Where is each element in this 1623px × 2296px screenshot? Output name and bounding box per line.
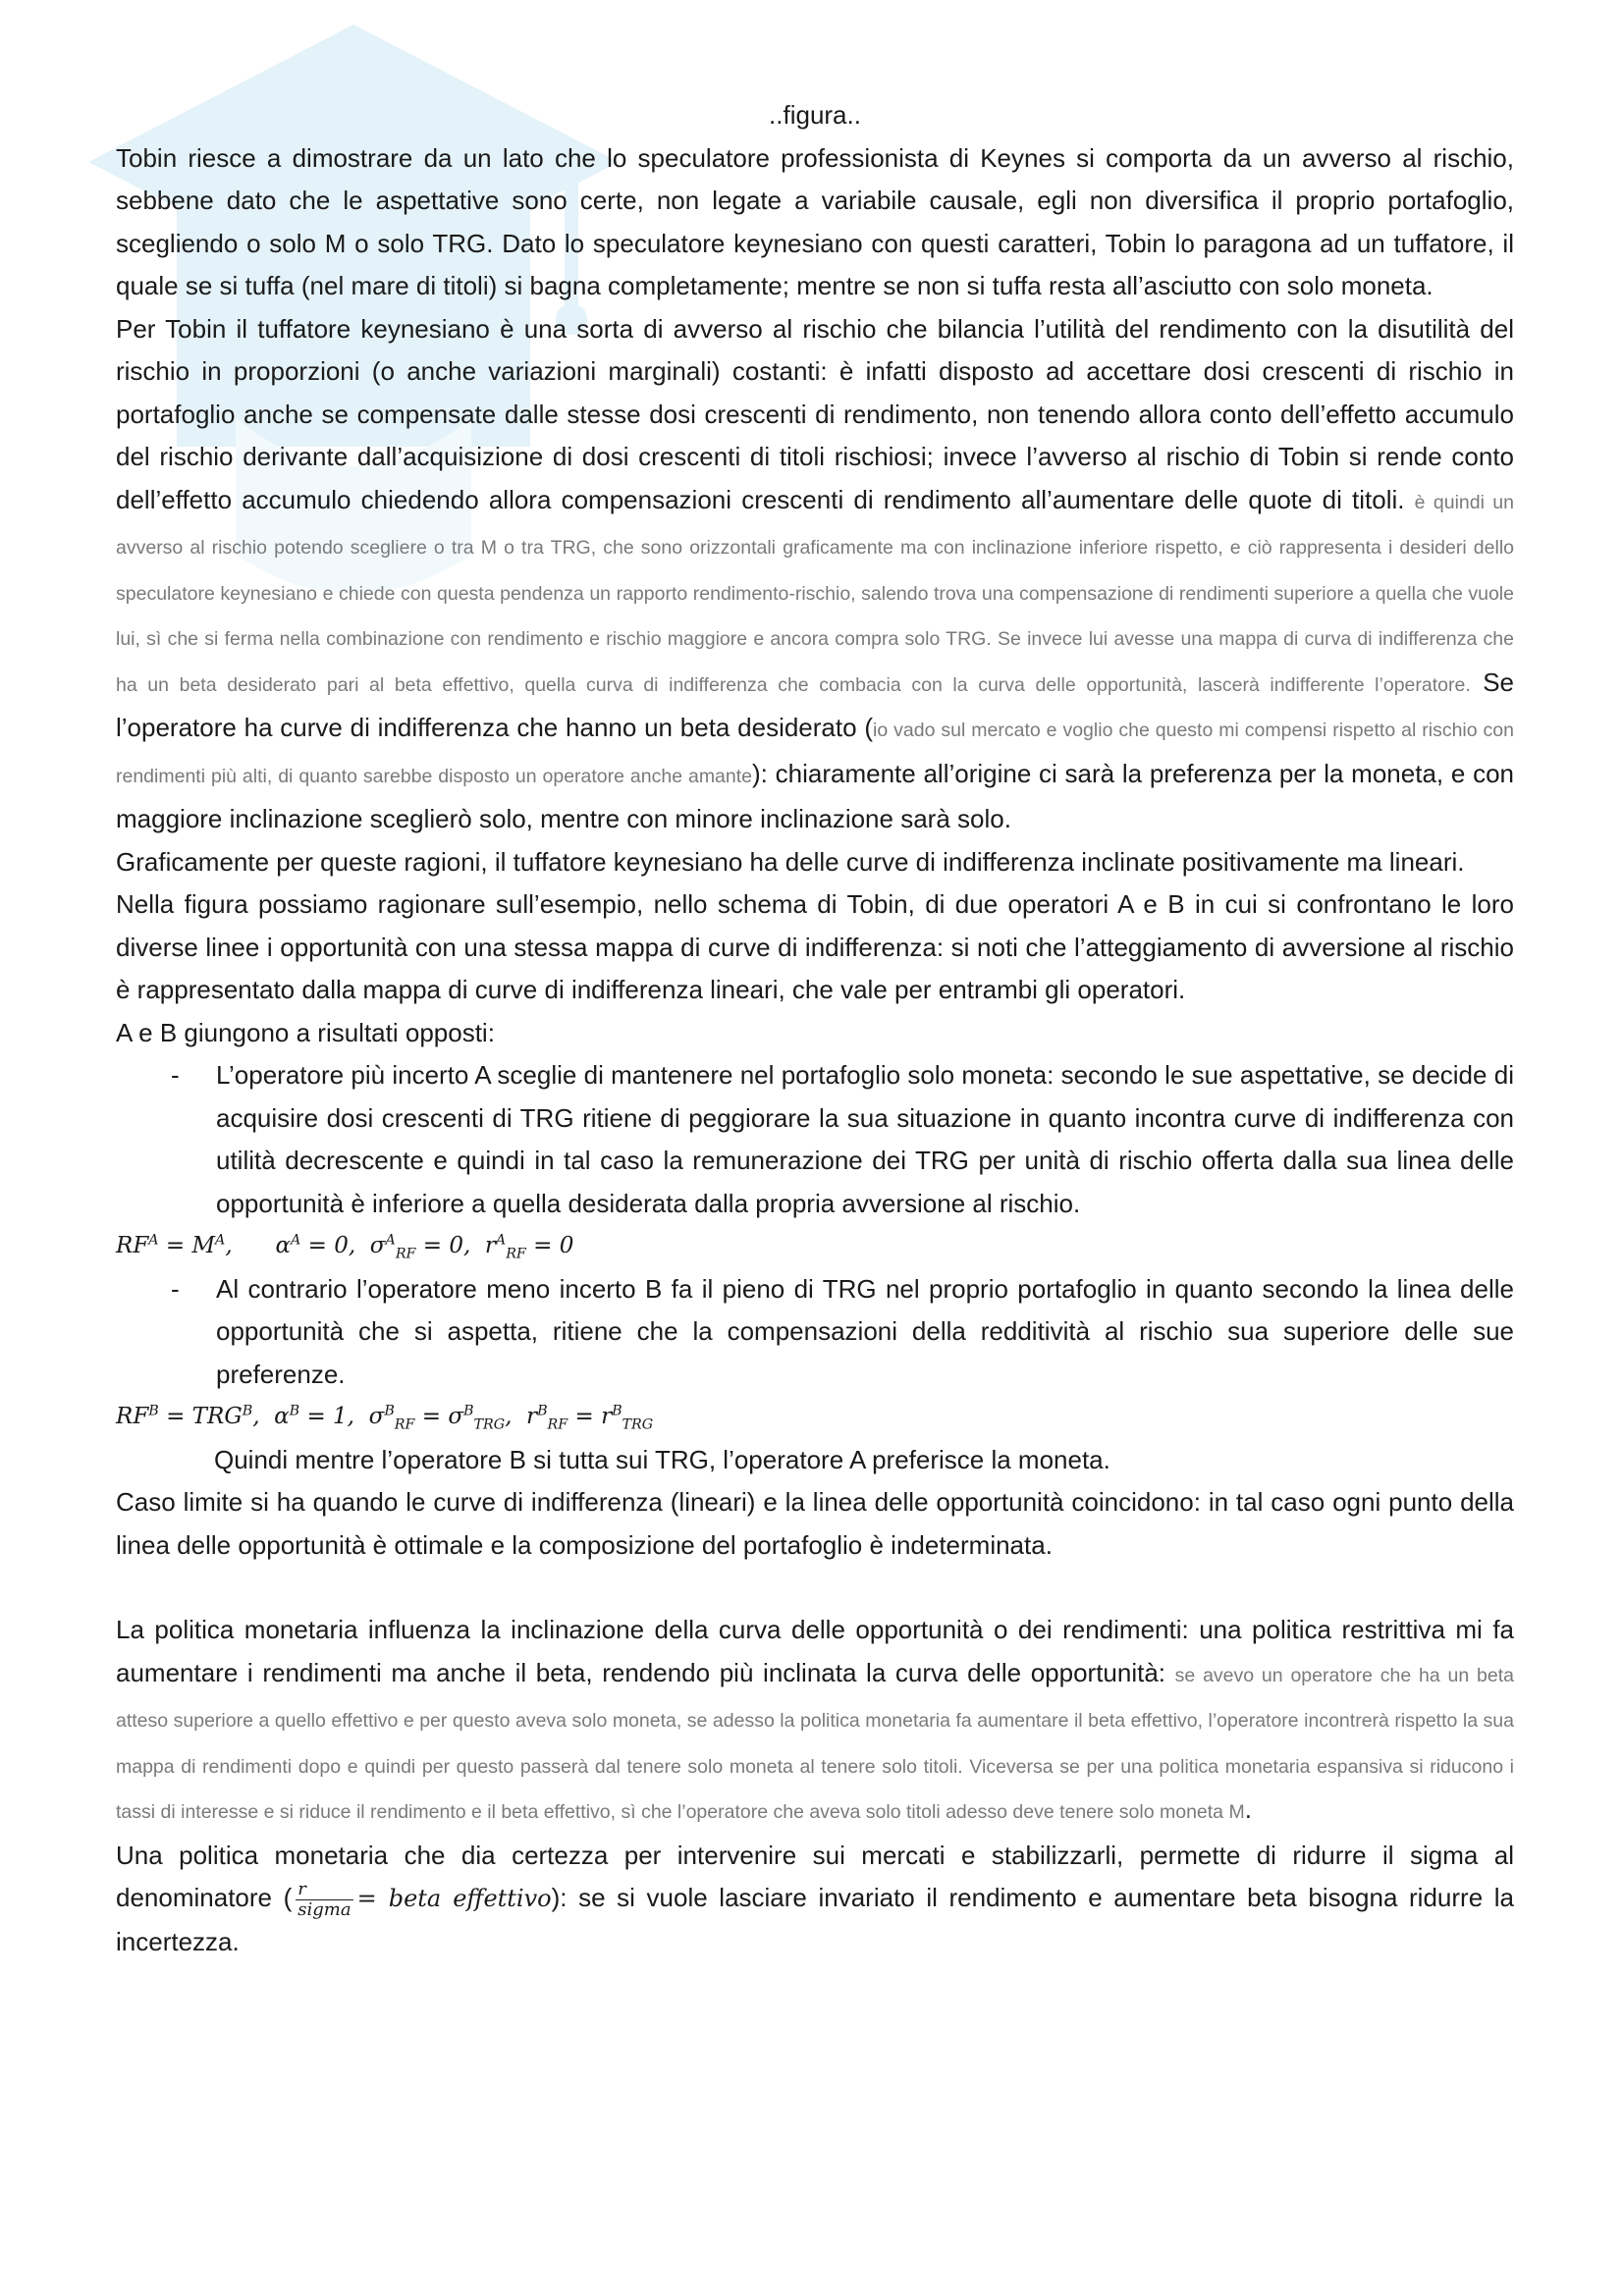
list-dash: - <box>171 1273 180 1304</box>
document-body <box>116 94 1514 1963</box>
spacer <box>116 1567 1514 1609</box>
list-item-text: Al contrario l’operatore meno incerto B fa il pieno di TRG nel proprio portafoglio in quanto secondo la linea delle opportunità che si aspetta, ritiene che la compensazioni della redditività al rischio sua superiore delle sue preferenze. <box>216 1273 1514 1389</box>
paragraph-caso-limite: Caso limite si ha quando le curve di indifferenza (lineari) e la linea delle opportunità coincidono: in tal caso ogni punto della linea delle opportunità è ottimale e la composizione del portafoglio è indeterminata. <box>116 1487 1514 1560</box>
figure-placeholder: ..figura.. <box>769 100 861 130</box>
paragraph-certezza-b: ): se si vuole lasciare invariato il rendimento e aumentare beta bisogna ridurre la incertezza. <box>116 1883 1514 1956</box>
formula-operator-a: $RF^A = M^A$, $\alpha^A = 0$, $\sigma^A_{RF} = 0$, $r^A_{RF} = 0$ <box>116 1232 574 1262</box>
paragraph-quindi: Quindi mentre l’operatore B si tutta sui TRG, l’operatore A preferisce la moneta. <box>214 1444 1110 1474</box>
paragraph-tuffatore-parenthetical: io vado sul mercato e voglio che questo mi compensi rispetto al rischio con rendimenti più alti, di quanto sarebbe disposto un operatore anche amante <box>116 720 1514 787</box>
formula-operator-b: $RF^B = TRG^B$, $\alpha^B = 1$, $\sigma^B_{RF} = \sigma^B_{TRG}$, $r^B_{RF} = r^B_{TRG}$ <box>116 1403 654 1433</box>
fraction-numerator: r <box>296 1880 352 1900</box>
paragraph-graficamente: Graficamente per queste ragioni, il tuffatore keynesiano ha delle curve di indifferenza inclinate positivamente ma lineari. <box>116 846 1465 877</box>
list-item <box>116 1268 1514 1397</box>
paragraph-politica-note: se avevo un operatore che ha un beta atteso superiore a quello effettivo e per questo aveva solo moneta, se adesso la politica monetaria fa aumentare il beta effettivo, l’operatore incontrerà rispetto la sua mappa di rendimenti dopo e quindi per questo passerà dal tenere solo moneta al tenere solo titoli. Viceversa se per una politica monetaria espansiva si riducono i tassi di interesse e si riduce il rendimento e il beta effettivo, sì che l’operatore che aveva solo titoli adesso deve tenere solo moneta M <box>116 1664 1514 1823</box>
paragraph-tobin-speculator: Tobin riesce a dimostrare da un lato che lo speculatore professionista di Keynes si comporta da un avverso al rischio, sebbene dato che le aspettative sono certe, non legate a variabile causale, egli non diversifica il proprio portafoglio, scegliendo o solo M o solo TRG. Dato lo speculatore keynesiano con questi caratteri, Tobin lo paragona ad un tuffatore, il quale se si tuffa (nel mare di titoli) si bagna completamente; mentre se non si tuffa resta all’asciutto con solo moneta. <box>116 142 1514 300</box>
paragraph-figura-esempio: Nella figura possiamo ragionare sull’esempio, nello schema di Tobin, di due operatori A e B in cui si confrontano le loro diverse linee i opportunità con una stessa mappa di curve di indifferenza: si noti che l’atteggiamento di avversione al rischio è rappresentato dalla mappa di curve di indifferenza lineari, che vale per entrambi gli operatori. <box>116 889 1514 1004</box>
paragraph-certezza <box>116 1835 1514 1964</box>
paragraph-risultati: A e B giungono a risultati opposti: <box>116 1017 495 1047</box>
fraction-rhs: = beta effettivo <box>356 1885 552 1912</box>
list-dash: - <box>171 1060 180 1090</box>
paragraph-certezza-a: Una politica monetaria che dia certezza per intervenire sui mercati e stabilizzarli, permette di ridurre il sigma al denominatore ( <box>116 1840 1514 1912</box>
paragraph-tuffatore-main: Per Tobin il tuffatore keynesiano è una sorta di avverso al rischio che bilancia l’utilità del rendimento con la disutilità del rischio in proporzioni (o anche variazioni marginali) costanti: è infatti disposto ad accettare dosi crescenti di rischio in portafoglio anche se compensate dalle stesse dosi crescenti di rendimento, non tenendo allora conto dell’effetto accumulo del rischio derivante dall’acquisizione di dosi crescenti di titoli rischiosi; invece l’avverso al rischio di Tobin si rende conto dell’effetto accumulo chiedendo allora compensazioni crescenti di rendimento all’aumentare delle quote di titoli. <box>116 313 1514 514</box>
paragraph-tuffatore-tail: Se l’operatore ha curve di indifferenza che hanno un beta desiderato ( <box>116 667 1514 742</box>
fraction-r-sigma <box>296 1880 352 1920</box>
paragraph-politica-monetaria <box>116 1609 1514 1835</box>
list-item <box>116 1054 1514 1225</box>
paragraph-politica-main: La politica monetaria influenza la inclinazione della curva delle opportunità o dei rendimenti: una politica restrittiva mi fa aumentare i rendimenti ma anche il beta, rendendo più inclinata la curva delle opportunità: <box>116 1615 1514 1687</box>
paragraph-tuffatore-note: è quindi un avverso al rischio potendo scegliere o tra M o tra TRG, che sono orizzontali graficamente ma con inclinazione inferiore rispetto, e ciò rappresenta i desideri dello speculatore keynesiano e chiede con questa pendenza un rapporto rendimento-rischio, salendo trova una compensazione di rendimenti superiore a quella che vuole lui, sì che si ferma nella combinazione con rendimento e rischio maggiore e ancora compra solo TRG. Se invece lui avesse una mappa di curva di indifferenza che ha un beta desiderato pari al beta effettivo, quella curva di indifferenza che combacia con la curva delle opportunità, lascerà indifferente l’operatore. <box>116 491 1514 696</box>
fraction-denominator: sigma <box>298 1898 352 1920</box>
paragraph-politica-end: . <box>1244 1794 1252 1824</box>
operators-list <box>116 1054 1514 1439</box>
list-item-text: L’operatore più incerto A sceglie di mantenere nel portafoglio solo moneta: secondo le sue aspettative, se decide di acquisire dosi crescenti di TRG ritiene di peggiorare la sua situazione in quanto incontra curve di indifferenza con utilità decrescente e quindi in tal caso la remunerazione dei TRG per unità di rischio offerta dalla sua linea delle opportunità è inferiore a quella desiderata dalla propria avversione al rischio. <box>216 1060 1514 1218</box>
paragraph-tuffatore-end: ): chiaramente all’origine ci sarà la preferenza per la moneta, e con maggiore inclinazione sceglierò solo, mentre con minore inclinazione sarà solo. <box>116 758 1514 833</box>
paragraph-tuffatore <box>116 308 1514 841</box>
